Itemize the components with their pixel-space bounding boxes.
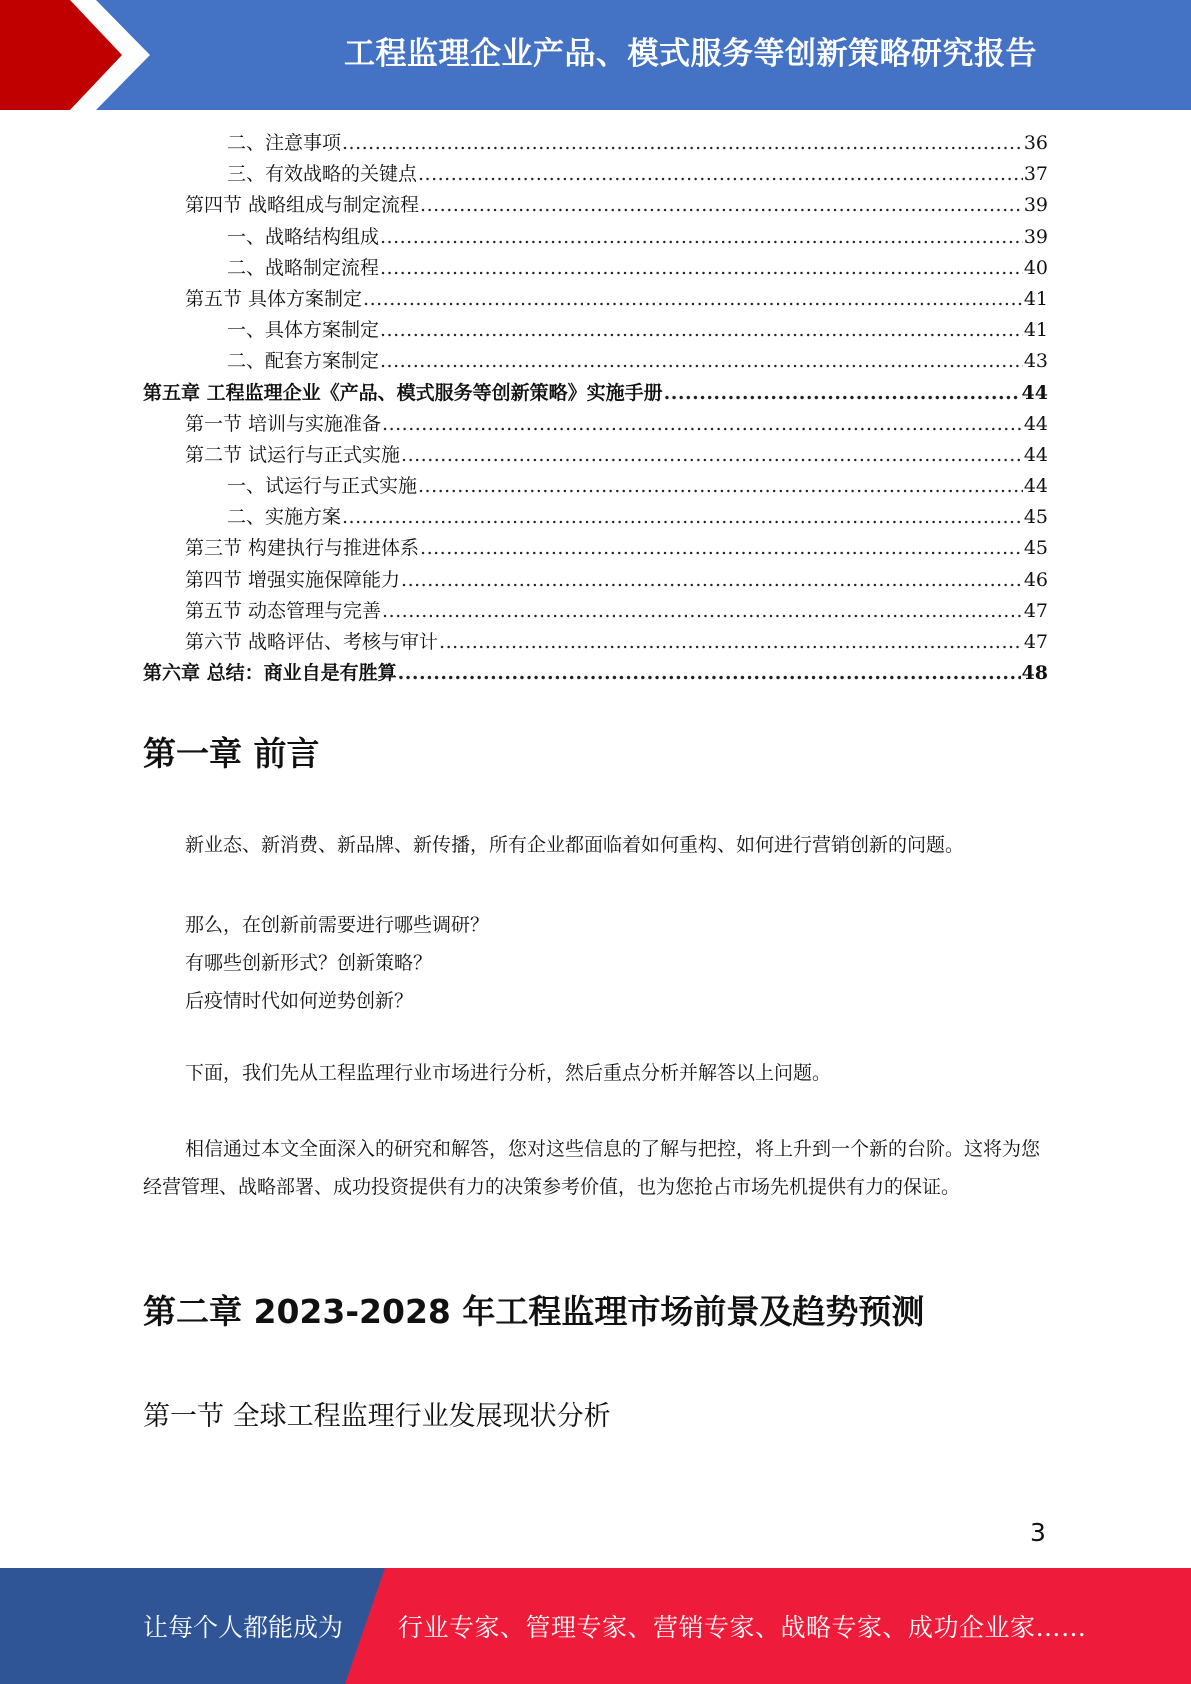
toc-entry-title: 第四节 战略组成与制定流程 — [185, 194, 420, 217]
toc-entry-page: 41 — [1023, 287, 1048, 310]
toc-leader-dots — [401, 565, 1023, 596]
toc-entry[interactable] — [143, 533, 1048, 564]
toc-entry-title: 第一节 培训与实施准备 — [185, 412, 382, 435]
toc-entry-page: 41 — [1023, 319, 1048, 342]
toc-entry-page: 44 — [1023, 443, 1048, 466]
toc-entry-title: 二、配套方案制定 — [227, 350, 380, 373]
toc-entry-title: 第五节 具体方案制定 — [185, 287, 363, 310]
toc-leader-dots — [363, 284, 1023, 315]
toc-leader-dots — [342, 128, 1023, 159]
toc-leader-dots — [420, 190, 1023, 221]
chapter-1-paragraph-1: 新业态、新消费、新品牌、新传播，所有企业都面临着如何重构、如何进行营销创新的问题。 — [185, 834, 965, 856]
toc-entry-page: 39 — [1023, 225, 1048, 248]
page-number: 3 — [1030, 1518, 1046, 1547]
table-of-contents — [143, 128, 1048, 689]
toc-entry-page: 45 — [1023, 506, 1048, 529]
toc-entry-title: 一、具体方案制定 — [227, 319, 380, 342]
toc-leader-dots — [418, 471, 1023, 502]
page-footer — [0, 1568, 1191, 1684]
toc-entry[interactable] — [143, 159, 1048, 190]
toc-entry-page: 36 — [1023, 132, 1048, 154]
toc-entry-page: 44 — [1023, 475, 1048, 498]
section-1-title: 第一节 全球工程监理行业发展现状分析 — [143, 1401, 611, 1432]
toc-entry[interactable] — [143, 378, 1048, 409]
toc-entry[interactable] — [143, 222, 1048, 253]
chapter-2-title: 第二章 2023-2028 年工程监理市场前景及趋势预测 — [143, 1292, 925, 1331]
toc-entry-page: 40 — [1023, 256, 1048, 279]
toc-entry-title: 一、战略结构组成 — [227, 225, 380, 248]
toc-leader-dots — [342, 502, 1023, 533]
toc-leader-dots — [380, 315, 1023, 346]
toc-entry[interactable] — [143, 502, 1048, 533]
toc-entry-title: 二、实施方案 — [227, 506, 342, 529]
toc-entry-title: 第六节 战略评估、考核与审计 — [185, 631, 439, 653]
toc-entry-title: 第五节 动态管理与完善 — [185, 599, 382, 622]
toc-entry[interactable] — [143, 627, 1048, 658]
toc-entry-page: 45 — [1023, 537, 1048, 560]
toc-entry-page: 44 — [1021, 381, 1048, 404]
toc-entry-page: 44 — [1023, 412, 1048, 435]
toc-entry-page: 39 — [1023, 194, 1048, 217]
toc-entry-title: 第五章 工程监理企业《产品、模式服务等创新策略》实施手册 — [143, 381, 663, 404]
footer-slogan-left: 让每个人都能成为 — [143, 1613, 344, 1642]
toc-leader-dots — [401, 440, 1023, 471]
chapter-1-paragraph-3: 相信通过本文全面深入的研究和解答，您对这些信息的了解与把控，将上升到一个新的台阶。这将为您经营管理、战略部署、成功投资提供有力的决策参考价值，也为您抢占市场先机提供有力的保证。 — [143, 1138, 1041, 1198]
toc-leader-dots — [382, 596, 1023, 627]
toc-entry-title: 第三节 构建执行与推进体系 — [185, 537, 420, 560]
toc-entry-title: 二、战略制定流程 — [227, 256, 380, 279]
toc-entry-title: 第二节 试运行与正式实施 — [185, 443, 401, 466]
toc-entry-title: 一、试运行与正式实施 — [227, 475, 418, 498]
toc-entry[interactable] — [143, 658, 1048, 689]
toc-entry[interactable] — [143, 315, 1048, 346]
chapter-1-title: 第一章 前言 — [143, 734, 320, 773]
toc-entry-title: 三、有效战略的关键点 — [227, 163, 418, 186]
toc-entry[interactable] — [143, 565, 1048, 596]
chapter-1-question-1: 那么，在创新前需要进行哪些调研？ — [185, 914, 490, 936]
toc-entry[interactable] — [143, 190, 1048, 221]
toc-entry[interactable] — [143, 596, 1048, 627]
toc-entry[interactable] — [143, 253, 1048, 284]
toc-entry-page: 37 — [1023, 163, 1048, 186]
chapter-1-paragraph-2: 下面，我们先从工程监理行业市场进行分析，然后重点分析并解答以上问题。 — [185, 1062, 832, 1084]
toc-entry-page: 46 — [1023, 568, 1048, 591]
toc-entry-title: 二、注意事项 — [227, 132, 342, 154]
toc-leader-dots — [418, 159, 1023, 190]
footer-slogan-right: 行业专家、管理专家、营销专家、战略专家、成功企业家…… — [398, 1613, 1087, 1642]
toc-entry[interactable] — [143, 346, 1048, 377]
toc-entry-title: 第四节 增强实施保障能力 — [185, 568, 401, 591]
toc-leader-dots — [380, 253, 1023, 284]
toc-leader-dots — [664, 378, 1021, 409]
toc-entry[interactable] — [143, 471, 1048, 502]
toc-leader-dots — [382, 409, 1023, 440]
toc-entry[interactable] — [143, 440, 1048, 471]
header-title: 工程监理企业产品、模式服务等创新策略研究报告 — [344, 35, 1037, 72]
toc-leader-dots — [380, 222, 1023, 253]
toc-entry-page: 43 — [1023, 350, 1048, 373]
toc-leader-dots — [439, 627, 1023, 658]
toc-entry-title: 第六章 总结：商业自是有胜算 — [143, 662, 397, 685]
toc-entry[interactable] — [143, 128, 1048, 159]
toc-leader-dots — [398, 658, 1021, 689]
page-header — [0, 0, 1191, 110]
toc-entry[interactable] — [143, 284, 1048, 315]
chapter-1-question-3: 后疫情时代如何逆势创新？ — [185, 990, 414, 1012]
toc-entry-page: 47 — [1023, 631, 1048, 653]
toc-entry-page: 47 — [1023, 599, 1048, 622]
toc-leader-dots — [420, 533, 1023, 564]
toc-entry-page: 48 — [1021, 662, 1048, 685]
toc-leader-dots — [380, 346, 1023, 377]
chapter-1-question-2: 有哪些创新形式？创新策略？ — [185, 952, 433, 974]
toc-entry[interactable] — [143, 409, 1048, 440]
